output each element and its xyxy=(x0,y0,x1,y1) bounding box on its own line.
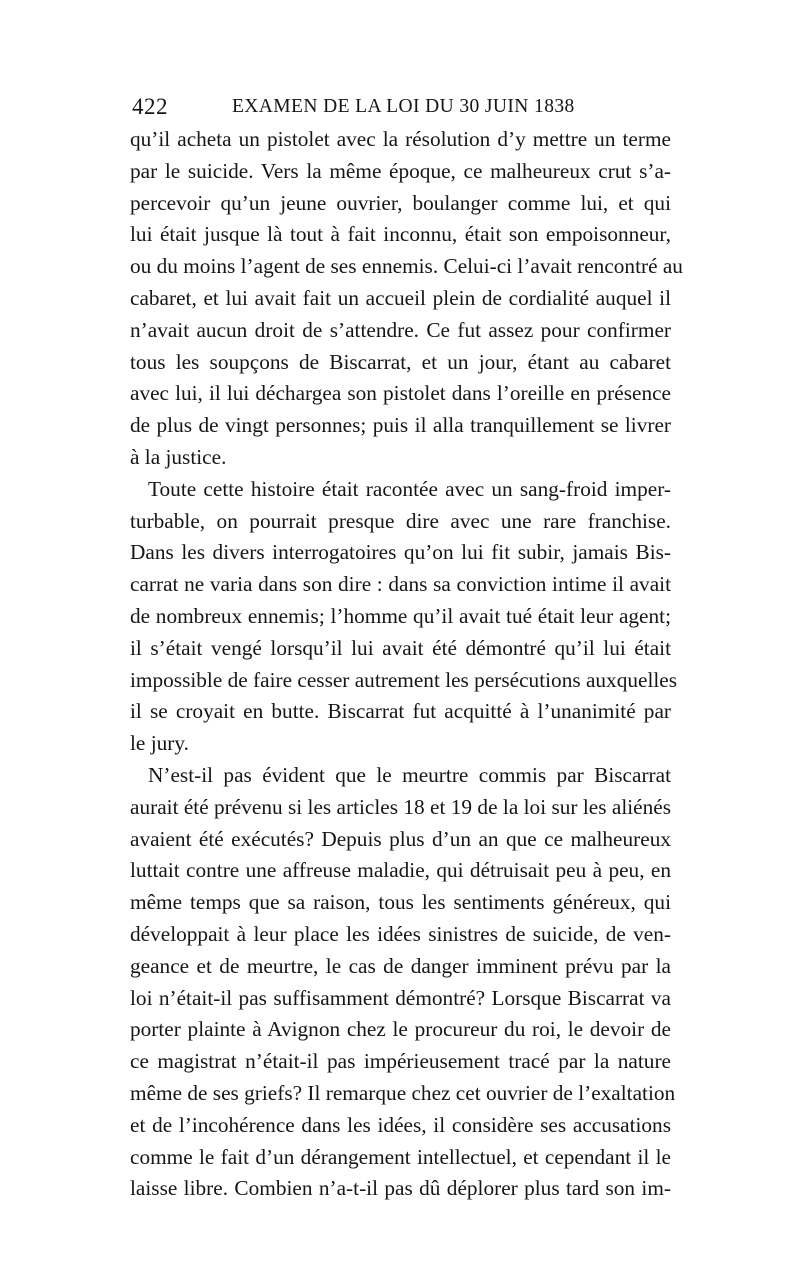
text-line: ou du moins l’agent de ses ennemis. Celui-ci l’avait rencontré au xyxy=(130,254,683,279)
text-line: aurait été prévenu si les articles 18 et 19 de la loi sur les aliénés xyxy=(130,794,671,819)
running-title: EXAMEN DE LA LOI DU 30 JUIN 1838 xyxy=(232,96,575,117)
text-line: tous les soupçons de Biscarrat, et un jour, étant au cabaret xyxy=(130,349,671,374)
text-line: turbable, on pourrait presque dire avec une rare franchise. xyxy=(130,508,671,533)
text-line: porter plainte à Avignon chez le procureur du roi, le devoir de xyxy=(130,1017,671,1042)
text-line: ce magistrat n’était-il pas impérieusement tracé par la nature xyxy=(130,1049,671,1074)
paragraph-first-line: Toute cette histoire était racontée avec un sang-froid imper- xyxy=(148,476,671,501)
text-line: cabaret, et lui avait fait un accueil plein de cordialité auquel il xyxy=(130,285,671,310)
text-line: par le suicide. Vers la même époque, ce malheureux crut s’a- xyxy=(130,158,671,183)
body-text xyxy=(130,124,683,1205)
text-line: même temps que sa raison, tous les sentiments généreux, qui xyxy=(130,890,671,915)
page-number: 422 xyxy=(132,94,168,119)
text-line: Dans les divers interrogatoires qu’on lui fit subir, jamais Bis- xyxy=(130,540,671,565)
text-line: développait à leur place les idées sinistres de suicide, de ven- xyxy=(130,921,671,946)
paragraph-end-line: le jury. xyxy=(130,731,189,756)
text-line: comme le fait d’un dérangement intellectuel, et cependant il le xyxy=(130,1144,671,1169)
text-line: il se croyait en butte. Biscarrat fut acquitté à l’unanimité par xyxy=(130,699,671,724)
text-line: qu’il acheta un pistolet avec la résolution d’y mettre un terme xyxy=(130,127,671,151)
text-line: avaient été exécutés? Depuis plus d’un an que ce malheureux xyxy=(130,826,671,851)
text-line: laisse libre. Combien n’a-t-il pas dû déplorer plus tard son im- xyxy=(130,1176,671,1201)
running-head xyxy=(132,92,672,122)
text-line: n’avait aucun droit de s’attendre. Ce fut assez pour confirmer xyxy=(130,317,671,342)
text-line: de nombreux ennemis; l’homme qu’il avait tué était leur agent; xyxy=(130,603,671,628)
text-line: il s’était vengé lorsqu’il lui avait été démontré qu’il lui était xyxy=(130,635,671,660)
text-line: et de l’incohérence dans les idées, il considère ses accusations xyxy=(130,1112,671,1137)
text-line: même de ses griefs? Il remarque chez cet ouvrier de l’exaltation xyxy=(130,1080,676,1105)
text-line: loi n’était-il pas suffisamment démontré? Lorsque Biscarrat va xyxy=(130,985,671,1010)
text-line: luttait contre une affreuse maladie, qui détruisait peu à peu, en xyxy=(130,858,671,883)
text-line: carrat ne varia dans son dire : dans sa conviction intime il avait xyxy=(130,572,671,597)
text-line: percevoir qu’un jeune ouvrier, boulanger comme lui, et qui xyxy=(130,190,671,215)
text-line: geance et de meurtre, le cas de danger imminent prévu par la xyxy=(130,953,671,978)
paragraph-end-line: à la justice. xyxy=(130,444,227,469)
text-line: impossible de faire cesser autrement les persécutions auxquelles xyxy=(130,667,678,692)
text-line: avec lui, il lui déchargea son pistolet dans l’oreille en présence xyxy=(130,381,671,406)
text-line: de plus de vingt personnes; puis il alla tranquillement se livrer xyxy=(130,413,671,438)
paragraph-first-line: N’est-il pas évident que le meurtre commis par Biscarrat xyxy=(148,762,671,787)
text-line: lui était jusque là tout à fait inconnu, était son empoisonneur, xyxy=(130,222,671,247)
